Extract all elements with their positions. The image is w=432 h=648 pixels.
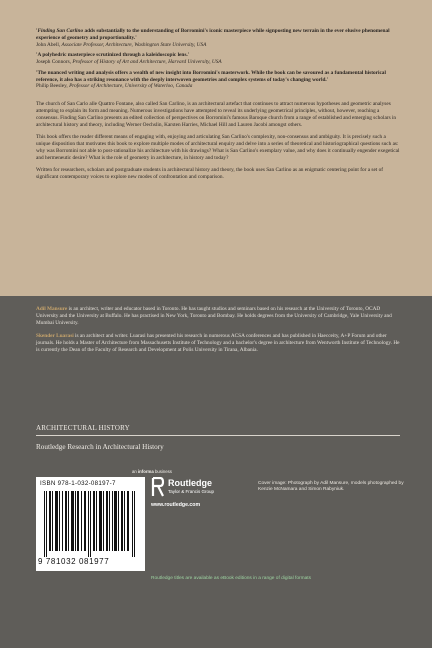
divider <box>36 435 400 436</box>
endorser-name: Joseph Connors, <box>36 59 73 66</box>
author-bios <box>36 306 400 360</box>
barcode-icon <box>44 491 138 557</box>
endorsement-2 <box>36 52 400 66</box>
author-bio-2 <box>36 333 400 354</box>
isbn-barcode <box>36 477 145 571</box>
ebook-availability-note: Routledge titles are available as eBook editions in a range of digital formats <box>151 576 311 581</box>
quote-text: adds substantially to the understanding of Borromini's iconic masterpiece while signposting new terrain in the ever elusive phenomenal experience of geometry and proportionality.' <box>36 28 390 41</box>
routledge-logo-icon <box>151 477 165 497</box>
endorsements-panel <box>0 0 432 296</box>
endorsement-1 <box>36 28 400 48</box>
quote-open: ' <box>36 28 38 34</box>
informa-suffix: business <box>153 469 172 474</box>
author-name: Skender Luarasi <box>36 332 74 339</box>
endorsement-quote <box>36 70 400 84</box>
author-name: Adil Mansure <box>36 306 68 312</box>
endorsement-3 <box>36 70 400 90</box>
endorser-name: John Abell, <box>36 41 62 48</box>
endorser-name: Philip Beesley, <box>36 83 70 90</box>
endorsement-attribution <box>36 83 400 90</box>
description-paragraph-2: This book offers the reader different means of engaging with, enjoying and articulating San Carlino's complexity, non-consensus and ambiguity. It is precisely such a unique disposition that motivates this book to explore multiple modes of architectural enquiry and delve into a series of theoretical and historiographical questions such as: why was Borromini not able to post-rationalize his architecture with his drawings? What is San Carlino's exemplary value, and why does it continually engender exegetical and hermeneutic desire? What is the role of geometry in architecture, in history and today? <box>36 134 400 162</box>
series-title: Routledge Research in Architectural History <box>36 443 164 451</box>
author-bio-1 <box>36 306 400 327</box>
publisher-name: Routledge <box>168 478 212 488</box>
description-paragraph-3: Written for researchers, scholars and postgraduate students in architectural history and theory, the book uses San Carlino as an enigmatic centering point for a set of significant contemporary voices to explore new modes of confrontation and comparison. <box>36 167 384 180</box>
author-bio-text: is an architect and writer. Luarasi has presented his research in numerous ACSA conferences and has published in Haecceity, A+P Forum and other journals. He holds a Master of Architecture from Massachusetts Institute of Technology and a bachelor's degree in architecture from Wentworth Institute of Technology. He is currently the Dean of the Faculty of Research and Development at Polis University in Tirana, Albania. <box>36 332 400 353</box>
subject-category: ARCHITECTURAL HISTORY <box>36 424 130 432</box>
informa-brand: informa <box>137 469 154 474</box>
endorsement-attribution <box>36 59 400 66</box>
quote-book-title: Finding San Carlino <box>37 28 84 34</box>
quote-text: 'The nuanced writing and analysis offers a wealth of new insight into Borromini's masterwork. While the book can be savoured as a fundamental historical reference, it also has a striking resonance with the deeply interwoven geometries and complex systems of today's changing world.' <box>36 69 386 83</box>
cover-image-credit: Cover image: Photograph by Adil Mansure, models photographed by Kenzie McNamara and Simon Rabyniuk. <box>258 481 404 493</box>
isbn-label: ISBN 978-1-032-08197-7 <box>40 480 116 487</box>
publisher-url: www.routledge.com <box>151 502 201 508</box>
endorser-role: Professor of Architecture, University of Waterloo, Canada <box>69 83 193 90</box>
publisher-block <box>151 477 241 527</box>
quote-text: 'A polyhedric masterpiece scrutinized through a kaleidoscopic lens.' <box>36 52 190 59</box>
endorsement-quote <box>36 28 400 42</box>
endorsements-text <box>36 28 400 186</box>
endorser-role: Professor of History of Art and Architecture, Harvard University, USA <box>72 59 222 66</box>
barcode-number: 9 781032 081977 <box>38 557 110 566</box>
informa-prefix: an <box>132 469 138 474</box>
endorser-role: Associate Professor, Architecture, Washington State University, USA <box>61 41 207 48</box>
author-bio-text: is an architect, writer and educator based in Toronto. He has taught studios and seminars based on his research at the University of Toronto, OCAD University and the University at Buffalo. He has practised in New York, Toronto and Bombay. He holds degrees from the University of Cambridge, Yale University and Mumbai University. <box>36 306 392 326</box>
endorsement-attribution <box>36 42 400 49</box>
publisher-group: Taylor & Francis Group <box>168 489 215 494</box>
description-paragraph-1: The church of San Carlo alle Quattro Fontane, also called San Carlino, is an architectural artefact that continues to attract numerous hypotheses and geometric analyses attempting to explain its form and meaning. Numerous investigations have attempted to reveal its underlying geometrical principles, without, however, reaching a consensus. Finding San Carlino presents an edited collection of perspectives on Borromini's famous Baroque church from a range of established and emerging scholars in architectural history and theory, including Werner Oechslin, Karsten Harries, Michael Hill and Lauren Jacobi amongst others. <box>36 101 397 129</box>
informa-business-tag <box>132 469 172 474</box>
